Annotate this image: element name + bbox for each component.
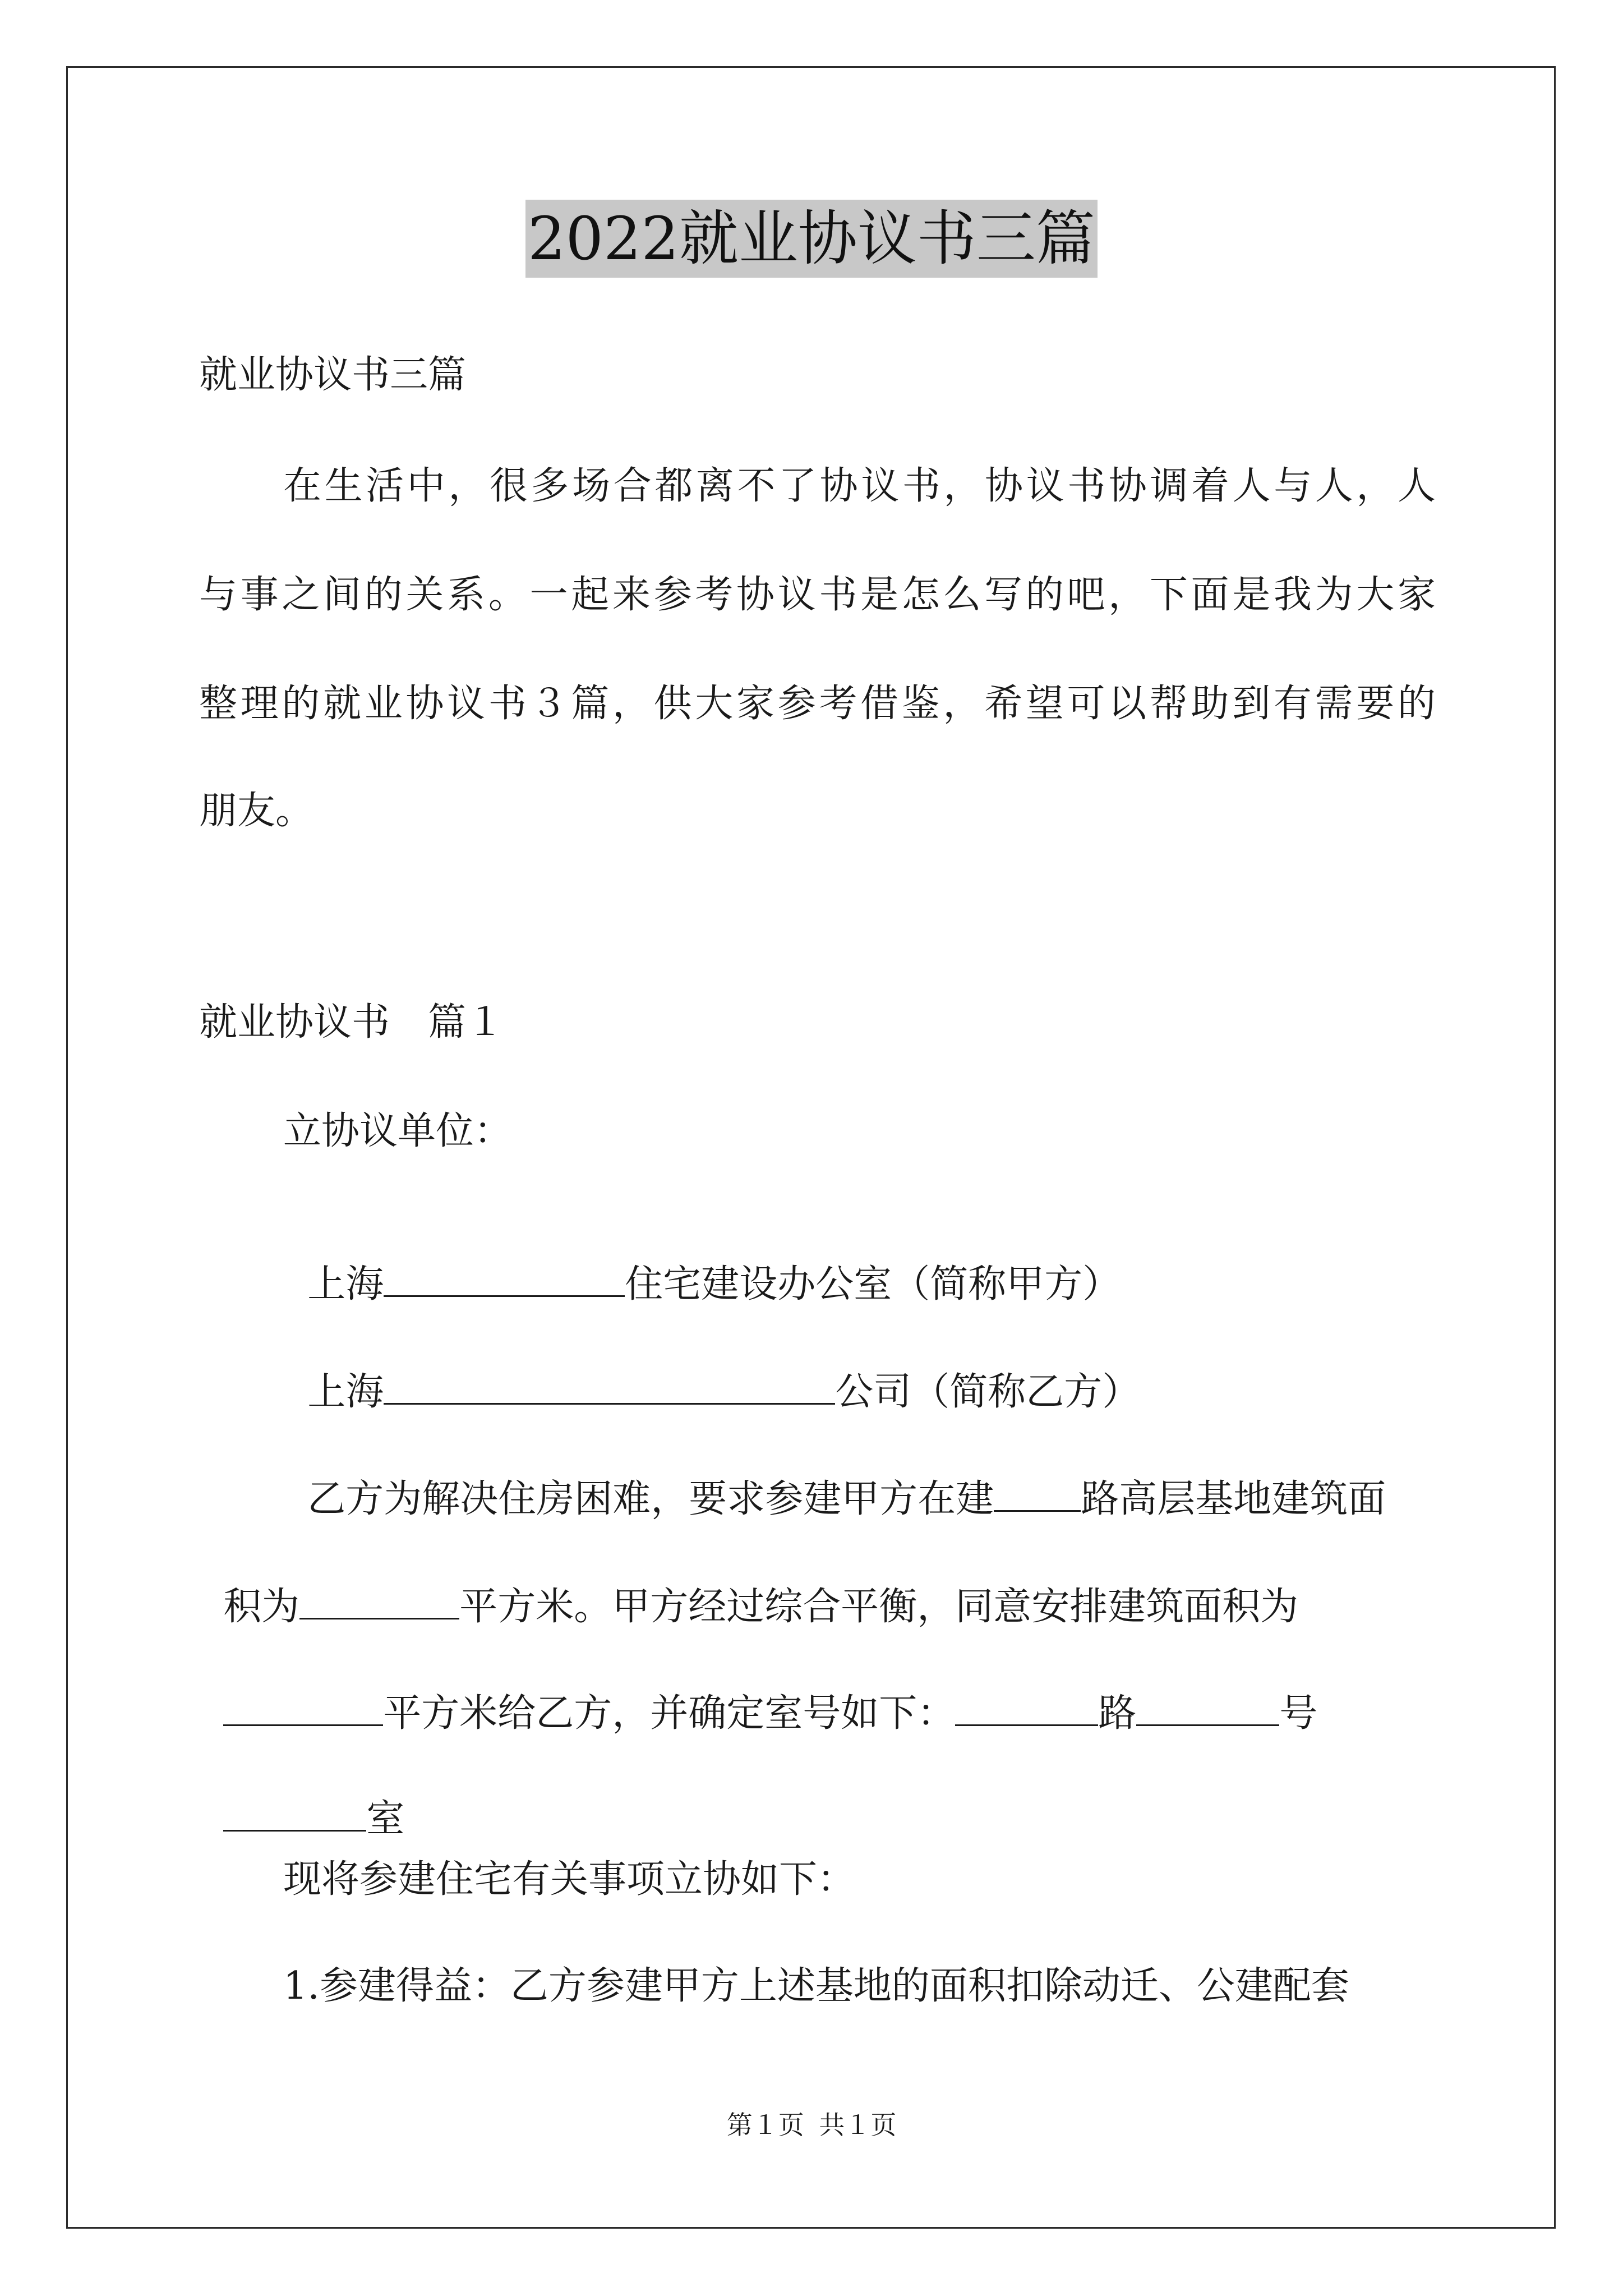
party-a-line	[283, 1214, 1121, 1307]
para-3: 1.参建得益：乙方参建甲方上述基地的面积扣除动迁、公建配套	[283, 1964, 1349, 2008]
party-b-suffix: 公司（简称乙方）	[835, 1369, 1141, 1414]
road-name-blank[interactable]	[955, 1690, 1098, 1726]
para1-line1-b: 路高层基地建筑面	[1081, 1476, 1386, 1521]
party-a-prefix: 上海	[307, 1262, 384, 1306]
document-subtitle: 就业协议书三篇	[199, 353, 467, 397]
intro-line-3: 整理的就业协议书３篇，供大家参考借鉴，希望可以帮助到有需要的	[199, 682, 1436, 726]
section-heading: 就业协议书 篇１	[199, 1000, 505, 1045]
para1-line-4	[199, 1749, 404, 1842]
road-blank[interactable]	[994, 1475, 1081, 1512]
party-b-prefix: 上海	[307, 1369, 384, 1414]
room-blank[interactable]	[223, 1795, 366, 1832]
page-number: 第１页	[726, 2110, 804, 2140]
para1-line2-a: 积为	[223, 1584, 300, 1629]
party-a-suffix: 住宅建设办公室（简称甲方）	[625, 1262, 1121, 1306]
party-a-blank[interactable]	[384, 1260, 625, 1297]
party-b-line	[283, 1322, 1140, 1415]
para1-line-1	[283, 1429, 1386, 1522]
party-b-blank[interactable]	[384, 1368, 835, 1405]
para1-line-3	[199, 1644, 1317, 1736]
area-blank-1[interactable]	[299, 1583, 459, 1619]
para1-line3-a: 平方米给乙方，并确定室号如下：	[383, 1691, 956, 1736]
title-wrap	[0, 200, 1623, 278]
intro-line-1: 在生活中，很多场合都离不了协议书，协议书协调着人与人，人	[283, 464, 1436, 508]
page-footer	[0, 2105, 1623, 2142]
number-blank[interactable]	[1136, 1690, 1279, 1726]
intro-line-4: 朋友。	[199, 789, 314, 833]
para1-line2-b: 平方米。甲方经过综合平衡，同意安排建筑面积为	[459, 1584, 1299, 1629]
area-blank-2[interactable]	[223, 1690, 383, 1726]
page-total: 共１页	[819, 2110, 897, 2140]
para-2: 现将参建住宅有关事项立协如下：	[283, 1857, 856, 1902]
para1-line3-b: 路	[1098, 1691, 1137, 1736]
para1-line3-c: 号	[1279, 1691, 1318, 1736]
parties-label: 立协议单位：	[283, 1109, 513, 1153]
intro-line-2: 与事之间的关系。一起来参考协议书是怎么写的吧，下面是我为大家	[199, 573, 1436, 617]
para1-line4: 室	[366, 1796, 405, 1841]
para1-line-2	[199, 1537, 1298, 1630]
para1-line1-a: 乙方为解决住房困难，要求参建甲方在建	[307, 1476, 994, 1521]
document-title: 2022就业协议书三篇	[525, 200, 1098, 278]
